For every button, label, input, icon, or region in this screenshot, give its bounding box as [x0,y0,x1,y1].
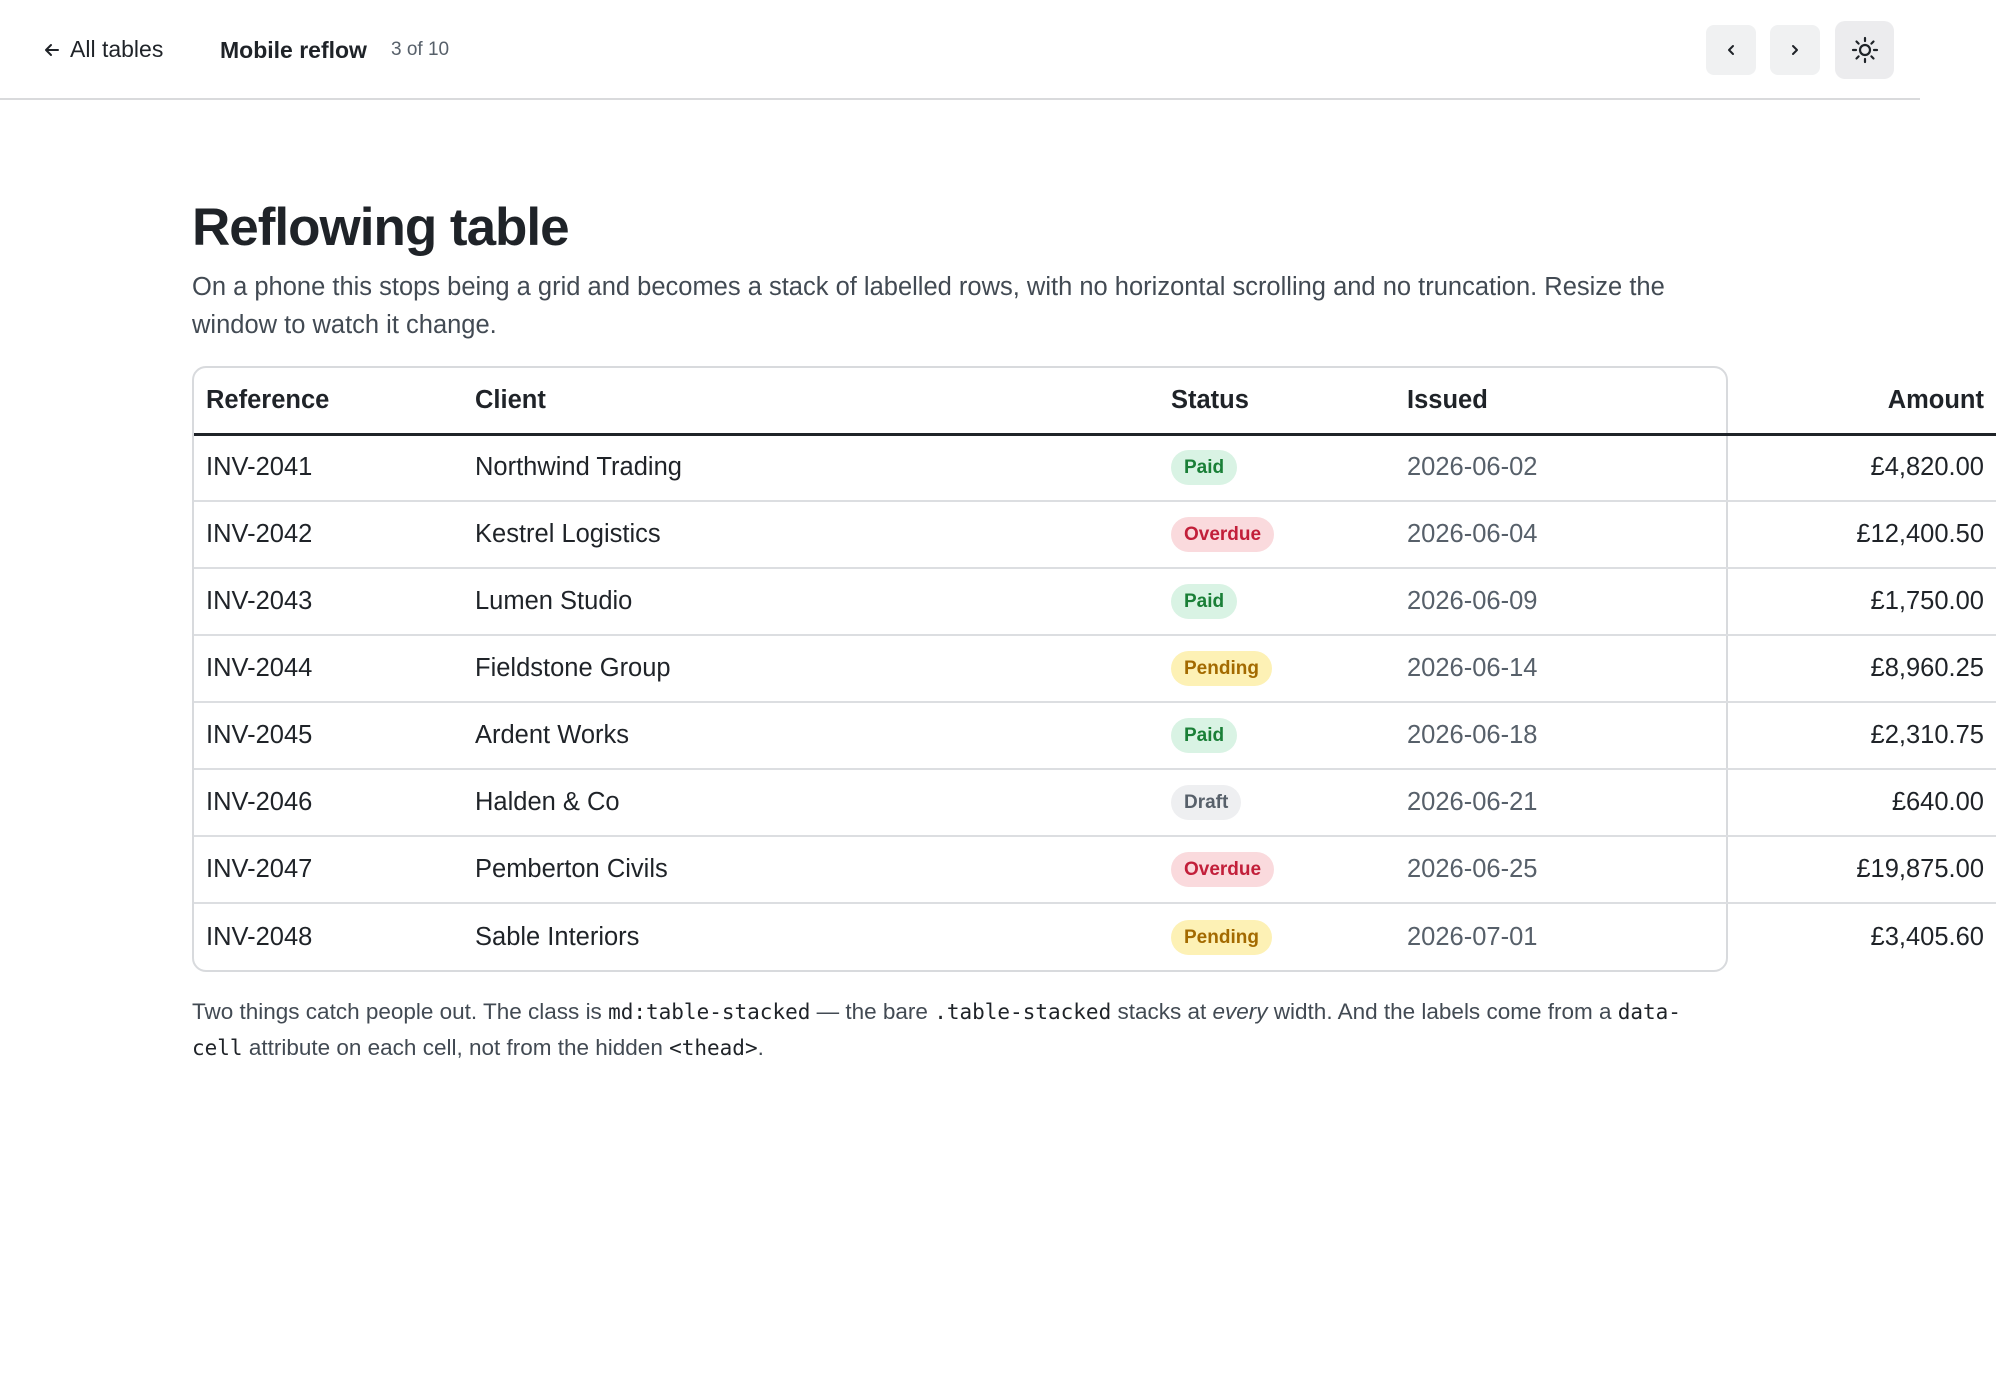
header-status: Status [1159,368,1395,434]
table-header-row [194,368,1996,434]
cell-issued: 2026-06-02 [1407,453,1538,482]
all-tables-label: All tables [70,36,164,62]
header-issued: Issued [1395,368,1704,434]
cell-amount: £2,310.75 [1704,702,1996,769]
cell-client: Fieldstone Group [463,635,1159,702]
previous-button[interactable] [1706,25,1756,75]
cell-amount: £12,400.50 [1704,501,1996,568]
chevron-left-icon [1723,42,1739,58]
note-emphasis: every [1212,999,1268,1024]
table-row [194,434,1996,501]
cell-client: Sable Interiors [463,903,1159,970]
status-badge: Overdue [1171,517,1274,552]
status-badge: Paid [1171,450,1237,485]
table-body [194,434,1996,970]
cell-client: Ardent Works [463,702,1159,769]
table-row [194,635,1996,702]
arrow-left-icon [42,40,62,60]
table-row [194,702,1996,769]
note-code-thead: <thead> [669,1036,758,1060]
cell-status [1159,769,1395,836]
status-badge: Draft [1171,785,1241,820]
status-badge: Overdue [1171,852,1274,887]
cell-client: Halden & Co [463,769,1159,836]
cell-client: Lumen Studio [463,568,1159,635]
cell-status [1159,434,1395,501]
cell-issued: 2026-06-14 [1395,635,1704,702]
table-row [194,501,1996,568]
note-text-6: . [757,1035,764,1060]
cell-issued: 2026-06-25 [1395,836,1704,903]
theme-toggle-button[interactable] [1835,21,1894,79]
header-reference: Reference [194,368,463,434]
invoice-table [194,368,1996,970]
footnote [192,994,1728,1066]
cell-amount: £1,750.00 [1704,568,1996,635]
sun-icon [1851,36,1879,64]
cell-client: Pemberton Civils [463,836,1159,903]
status-badge: Paid [1171,718,1237,753]
cell-issued: 2026-07-01 [1395,903,1704,970]
cell-amount: £19,875.00 [1704,836,1996,903]
table-row [194,903,1996,970]
note-code-md-table-stacked: md:table-stacked [608,1000,811,1024]
cell-reference: INV-2046 [194,769,463,836]
page-counter: 3 of 10 [391,39,450,60]
cell-status [1159,635,1395,702]
note-text-3: stacks at [1111,999,1213,1024]
page-name: Mobile reflow [220,37,367,63]
status-badge: Pending [1171,920,1272,955]
cell-reference: INV-2045 [194,702,463,769]
cell-amount: £4,820.00 [1870,453,1984,482]
cell-reference: INV-2047 [194,836,463,903]
next-button[interactable] [1770,25,1820,75]
status-badge: Pending [1171,651,1272,686]
status-badge: Paid [1171,584,1237,619]
cell-amount: £640.00 [1704,769,1996,836]
note-code-table-stacked: .table-stacked [934,1000,1112,1024]
cell-reference: INV-2043 [194,568,463,635]
cell-status [1159,568,1395,635]
top-bar [0,0,1920,100]
cell-issued: 2026-06-04 [1395,501,1704,568]
cell-client: Kestrel Logistics [463,501,1159,568]
cell-reference: INV-2042 [194,501,463,568]
cell-reference: INV-2044 [194,635,463,702]
main-content [192,196,1984,1060]
cell-issued: 2026-06-21 [1395,769,1704,836]
table-row [194,836,1996,903]
chevron-right-icon [1787,42,1803,58]
cell-amount: £3,405.60 [1704,903,1996,970]
cell-client: Northwind Trading [475,453,682,482]
cell-issued: 2026-06-18 [1395,702,1704,769]
page-title: Reflowing table [192,198,569,257]
invoice-table-card [192,366,1984,972]
note-text-5: attribute on each cell, not from the hidden [242,1035,670,1060]
intro-text: On a phone this stops being a grid and becomes a stack of labelled rows, with no horizontal scrolling and no truncation. Resize the window to watch it change. [192,273,1665,339]
cell-issued: 2026-06-09 [1395,568,1704,635]
cell-reference: INV-2041 [206,453,313,482]
note-text-1: Two things catch people out. The class is [192,999,609,1024]
cell-status [1159,903,1395,970]
cell-status [1159,501,1395,568]
header-client: Client [463,368,1159,434]
all-tables-link[interactable] [42,36,163,63]
cell-reference: INV-2048 [194,903,463,970]
header-amount: Amount [1704,368,1996,434]
cell-status [1159,702,1395,769]
cell-amount: £8,960.25 [1704,635,1996,702]
note-text-4: width. And the labels come from a [1267,999,1618,1024]
note-text-2: — the bare [810,999,935,1024]
cell-status [1159,836,1395,903]
table-row [194,568,1996,635]
table-row [194,769,1996,836]
note-code-data-cell: data-cell [192,1000,1681,1060]
